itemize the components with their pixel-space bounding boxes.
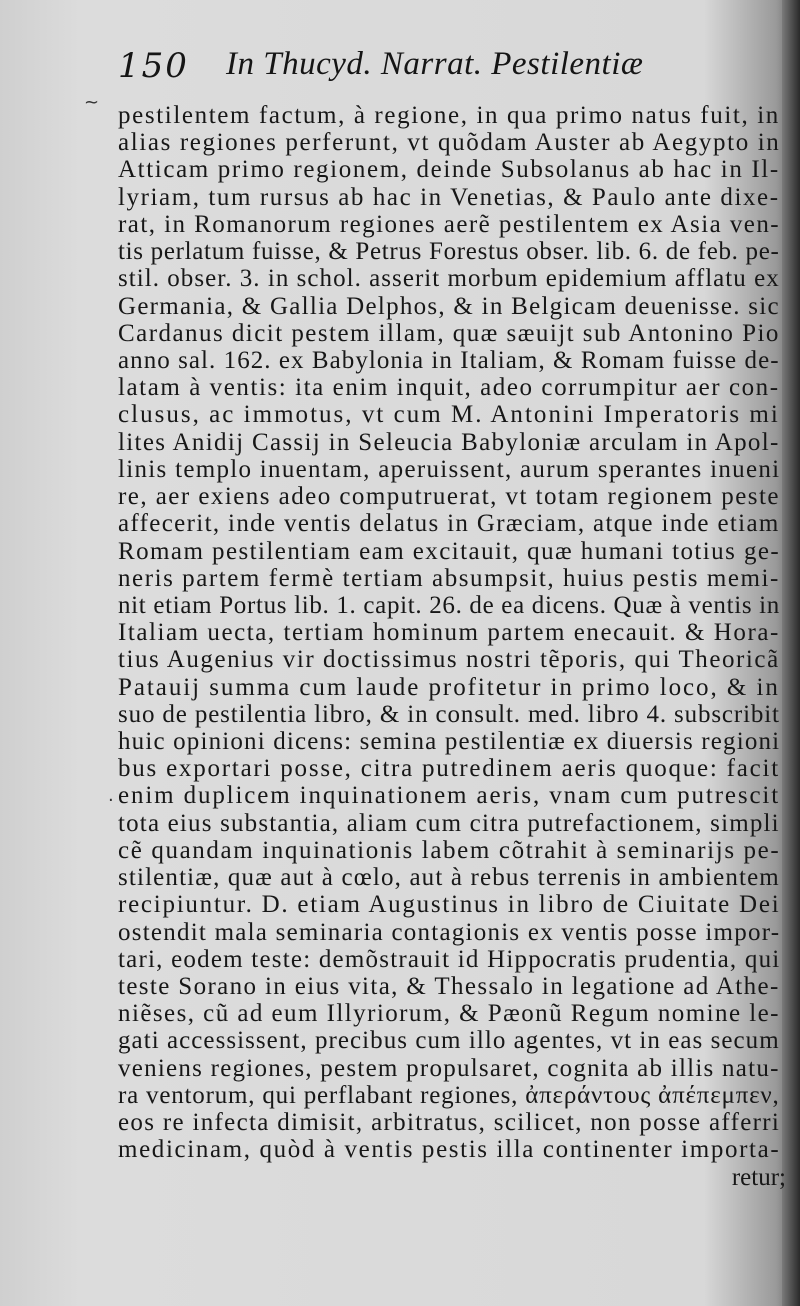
text-line: stil. obser. 3. in schol. asserit morbum epidemium afflatu ex bbox=[118, 265, 780, 293]
text-line: lites Anidij Cassij in Seleucia Babyloniæ arculam in Apol- bbox=[118, 428, 780, 456]
margin-mark: · bbox=[108, 790, 114, 811]
text-line: suo de pestilentia libro, & in consult. med. libro 4. subscribit bbox=[118, 700, 780, 728]
text-line: cẽ quandam inquinationis labem cõtrahit à seminarijs pe- bbox=[118, 836, 781, 864]
text-line: niẽses, cũ ad eum Illyriorum, & Pæonũ Regum nomine le- bbox=[118, 1000, 780, 1028]
text-line: affecerit, inde ventis delatus in Græciam, atque inde etiam bbox=[118, 510, 780, 538]
text-line: Germania, & Gallia Delphos, & in Belgicam deuenisse. sic bbox=[118, 292, 780, 320]
text-line: tius Augenius vir doctissimus nostri tẽporis, qui Theoricã bbox=[118, 646, 780, 674]
text-line: latam à ventis: ita enim inquit, adeo corrumpitur aer con- bbox=[118, 374, 780, 402]
body-text bbox=[118, 102, 794, 1191]
text-line: enim duplicem inquinationem aeris, vnam cum putrescit bbox=[118, 782, 781, 810]
page-header bbox=[118, 46, 678, 96]
margin-mark: ~ bbox=[84, 92, 100, 113]
running-title: In Thucyd. Narrat. Pestilentiæ bbox=[226, 46, 644, 82]
text-line: alias regiones perferunt, vt quõdam Auster ab Aegypto in bbox=[118, 129, 781, 157]
text-line: Patauij summa cum laude profitetur in primo loco, & in bbox=[118, 673, 780, 701]
text-line: pestilentem factum, à regione, in qua primo natus fuit, in bbox=[118, 102, 780, 129]
text-line: tari, eodem teste: demõstrauit id Hippocratis prudentia, qui bbox=[118, 945, 781, 973]
text-line: Cardanus dicit pestem illam, quæ sæuijt sub Antonino Pio bbox=[118, 319, 780, 347]
text-line: eos re infecta dimisit, arbitratus, scilicet, non posse afferri bbox=[118, 1109, 781, 1137]
page-number: 150 bbox=[118, 46, 189, 86]
text-line: Atticam primo regionem, deinde Subsolanus ab hac in Il- bbox=[118, 156, 780, 184]
text-line: linis templo inuentam, aperuissent, aurum sperantes inueni bbox=[118, 455, 781, 483]
text-line: Italiam uecta, tertiam hominum partem enecauit. & Hora- bbox=[118, 619, 780, 647]
text-line: ostendit mala seminaria contagionis ex ventis posse impor- bbox=[118, 918, 781, 946]
text-line: tota eius substantia, aliam cum citra putrefactionem, simpli bbox=[118, 809, 780, 837]
text-line: ra ventorum, qui perflabant regiones, ἀπεράντους ἀπέπεμπεν, bbox=[118, 1081, 780, 1109]
text-line: stilentiæ, quæ aut à cœlo, aut à rebus terrenis in ambientem bbox=[118, 864, 780, 892]
text-line: medicinam, quòd à ventis pestis illa continenter importa- bbox=[118, 1136, 781, 1164]
text-line: anno sal. 162. ex Babylonia in Italiam, & Romam fuisse de- bbox=[118, 346, 780, 374]
text-line: veniens regiones, pestem propulsaret, cognita ab illis natu- bbox=[118, 1054, 780, 1082]
text-line: neris partem fermè tertiam absumpsit, huius pestis memi- bbox=[118, 564, 780, 592]
text-line: teste Sorano in eius vita, & Thessalo in legatione ad Athe- bbox=[118, 973, 780, 1000]
text-line: huic opinioni dicens: semina pestilentiæ ex diuersis regioni bbox=[118, 728, 781, 756]
text-line: tis perlatum fuisse, & Petrus Forestus obser. lib. 6. de feb. pe- bbox=[118, 238, 780, 266]
text-line: re, aer exiens adeo computruerat, vt totam regionem peste bbox=[118, 483, 780, 511]
text-line: retur; bbox=[731, 1163, 786, 1191]
text-line: gati accessissent, precibus cum illo agentes, vt in eas secum bbox=[118, 1027, 780, 1055]
text-line: lyriam, tum rursus ab hac in Venetias, & Paulo ante dixe- bbox=[118, 183, 780, 211]
text-line: rat, in Romanorum regiones aerẽ pestilentem ex Asia ven- bbox=[118, 210, 781, 238]
text-line: nit etiam Portus lib. 1. capit. 26. de ea dicens. Quæ à ventis in bbox=[118, 591, 780, 619]
text-line: bus exportari posse, citra putredinem aeris quoque: facit bbox=[118, 755, 780, 783]
text-line: recipiuntur. D. etiam Augustinus in libro de Ciuitate Dei bbox=[118, 891, 781, 919]
text-line: Romam pestilentiam eam excitauit, quæ humani totius ge- bbox=[118, 537, 781, 565]
text-line: clusus, ac immotus, vt cum M. Antonini Imperatoris mi bbox=[118, 401, 780, 429]
